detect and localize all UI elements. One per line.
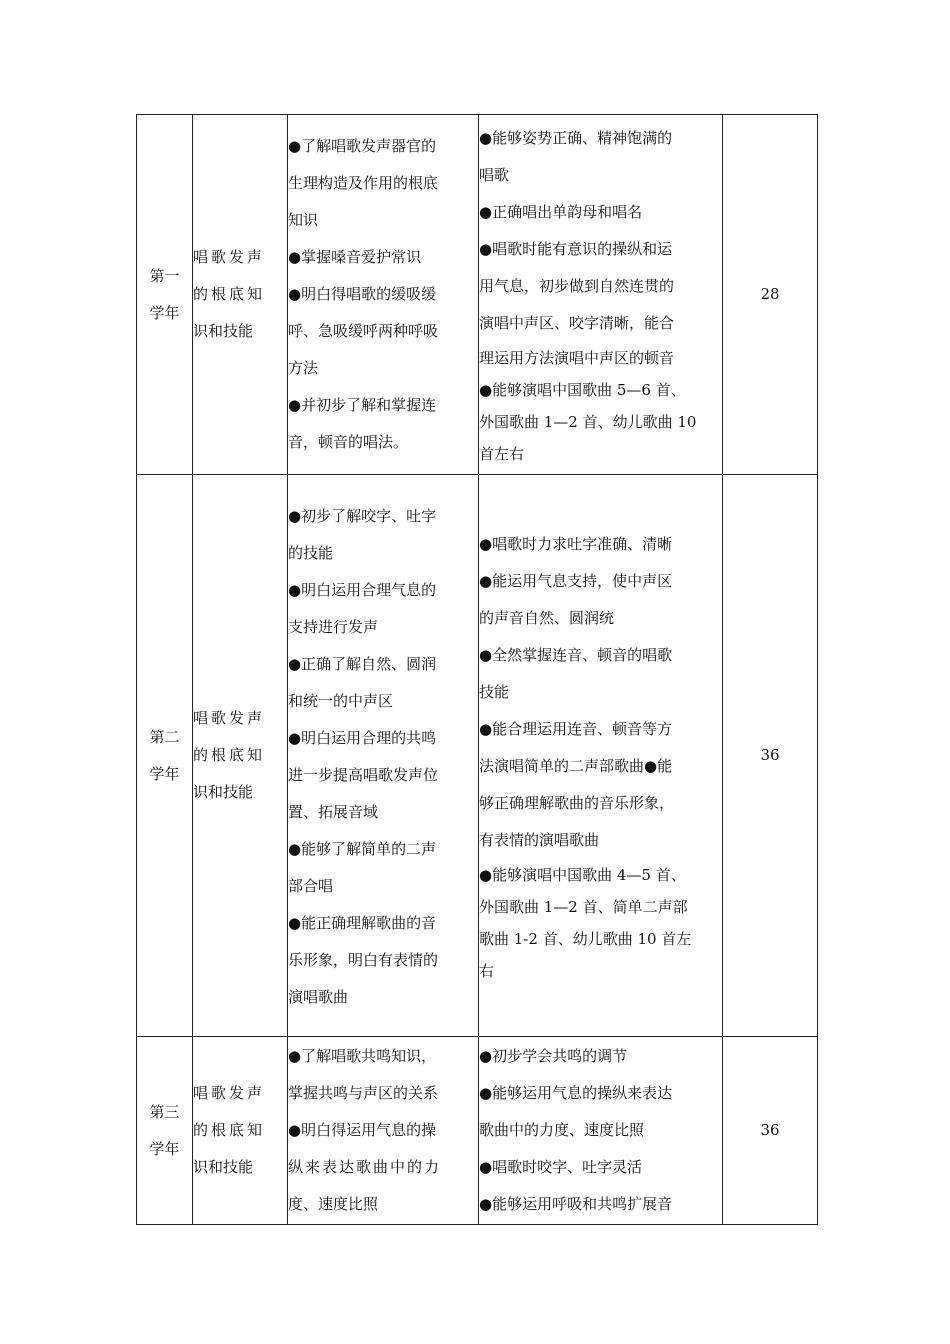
goal-line: 乐形象，明白有表情的 — [288, 950, 439, 969]
table-row — [137, 475, 818, 1037]
goal-line: 音，顿音的唱法。 — [288, 433, 409, 451]
goal-line: 呼、急吸缓呼两种呼吸 — [288, 322, 439, 340]
goal-line: ●初步了解咬字、吐字 — [288, 506, 437, 525]
requirement-line: ●正确唱出单韵母和唱名 — [479, 202, 643, 221]
topic-line: 唱歌发声 — [193, 1084, 266, 1102]
requirement-line: 技能 — [479, 683, 510, 701]
goal-line: 方法 — [288, 359, 319, 377]
goal-line: ●掌握嗓音爱护常识 — [288, 248, 422, 266]
goal-line: ●并初步了解和掌握连 — [288, 396, 437, 414]
table-row — [137, 1037, 818, 1225]
goals-cell — [288, 475, 479, 1037]
hours-cell: 36 — [723, 1037, 818, 1225]
topic-line: 识和技能 — [193, 1158, 254, 1176]
goal-line: 掌握共鸣与声区的关系 — [288, 1084, 439, 1102]
requirement-line: 的声音自然、圆润统 — [479, 609, 615, 627]
requirements-cell — [479, 475, 723, 1037]
goal-line: 部合唱 — [288, 876, 334, 895]
topic-line: 的根底知 — [193, 746, 266, 764]
requirements-cell — [479, 115, 723, 475]
topic-line: 唱歌发声 — [193, 248, 266, 266]
year-line: 学年 — [149, 303, 180, 322]
hours-cell: 36 — [723, 475, 818, 1037]
curriculum-table — [136, 114, 818, 1225]
topic-line: 识和技能 — [193, 322, 254, 340]
requirement-line: 法演唱简单的二声部歌曲●能 — [479, 757, 673, 775]
year-line: 学年 — [149, 764, 180, 783]
goal-line: 支持进行发声 — [288, 617, 379, 636]
goal-line: 度、速度比照 — [288, 1195, 379, 1213]
requirement-line: ●唱歌时咬字、吐字灵活 — [479, 1158, 643, 1176]
requirement-line: 歌曲中的力度、速度比照 — [479, 1121, 645, 1139]
requirement-line: ●唱歌时力求吐字准确、清晰 — [479, 535, 673, 553]
year-cell — [137, 475, 193, 1037]
topic-cell — [193, 475, 288, 1037]
goal-line: 演唱歌曲 — [288, 987, 349, 1006]
requirement-line: ●能合理运用连音、顿音等方 — [479, 720, 673, 738]
topic-line: 唱歌发声 — [193, 709, 266, 727]
requirement-line: ●唱歌时能有意识的操纵和运 — [479, 239, 673, 258]
requirement-line: ●能够演唱中国歌曲 5—6 首、 — [479, 380, 686, 399]
goal-line: ●正确了解自然、圆润 — [288, 654, 437, 673]
requirements-cell — [479, 1037, 723, 1225]
requirement-line: 有表情的演唱歌曲 — [479, 831, 600, 849]
requirement-line: ●全然掌握连音、顿音的唱歌 — [479, 646, 673, 664]
year-cell — [137, 1037, 193, 1225]
goal-line: 纵来表达歌曲中的力 — [288, 1158, 442, 1176]
requirement-line: ●能够演唱中国歌曲 4—5 首、 — [479, 866, 686, 884]
requirement-line: ●初步学会共鸣的调节 — [479, 1047, 628, 1065]
topic-line: 的根底知 — [193, 285, 266, 303]
goal-line: ●明白运用合理气息的 — [288, 580, 437, 599]
requirement-line: 唱歌 — [479, 165, 510, 184]
requirement-line: 理运用方法演唱中声区的顿音 — [479, 348, 675, 367]
goal-line: 的技能 — [288, 543, 334, 562]
goal-line: 生理构造及作用的根底 — [288, 174, 439, 192]
goal-line: ●明白运用合理的共鸣 — [288, 728, 437, 747]
requirement-line: ●能够运用气息的操纵来表达 — [479, 1084, 673, 1102]
requirement-line: 外国歌曲 1—2 首、幼儿歌曲 10 — [479, 412, 697, 431]
goal-line: ●了解唱歌共鸣知识， — [288, 1047, 437, 1065]
goal-line: 和统一的中声区 — [288, 691, 394, 710]
topic-line: 的根底知 — [193, 1121, 266, 1139]
hours-cell: 28 — [723, 115, 818, 475]
requirement-line: 用气息，初步做到自然连贯的 — [479, 276, 675, 295]
requirement-line: ●能够运用呼吸和共鸣扩展音 — [479, 1195, 673, 1213]
goal-line: ●能够了解简单的二声 — [288, 839, 437, 858]
goal-line: ●明白得唱歌的缓吸缓 — [288, 285, 437, 303]
topic-cell — [193, 115, 288, 475]
requirement-line: 演唱中声区、咬字清晰，能合 — [479, 313, 675, 332]
goals-cell — [288, 1037, 479, 1225]
requirement-line: 歌曲 1-2 首、幼儿歌曲 10 首左 — [479, 930, 692, 948]
year-line: 第二 — [149, 727, 180, 746]
requirement-line: ●能够姿势正确、精神饱满的 — [479, 128, 673, 147]
topic-cell — [193, 1037, 288, 1225]
goals-cell — [288, 115, 479, 475]
requirement-line: 外国歌曲 1—2 首、简单二声部 — [479, 898, 688, 916]
requirement-line: 右 — [479, 962, 495, 980]
year-cell — [137, 115, 193, 475]
goal-line: 进一步提高唱歌发声位 — [288, 765, 439, 784]
goal-line: 知识 — [288, 211, 319, 229]
requirement-line: 首左右 — [479, 444, 525, 463]
year-line: 第一 — [149, 266, 180, 285]
goal-line: ●了解唱歌发声器官的 — [288, 137, 437, 155]
year-line: 学年 — [149, 1139, 180, 1158]
goal-line: 置、拓展音域 — [288, 802, 379, 821]
year-line: 第三 — [149, 1102, 180, 1121]
requirement-line: 够正确理解歌曲的音乐形象， — [479, 794, 675, 812]
topic-line: 识和技能 — [193, 783, 254, 801]
table-row — [137, 115, 818, 475]
goal-line: ●明白得运用气息的操 — [288, 1121, 437, 1139]
goal-line: ●能正确理解歌曲的音 — [288, 913, 437, 932]
requirement-line: ●能运用气息支持，使中声区 — [479, 572, 673, 590]
